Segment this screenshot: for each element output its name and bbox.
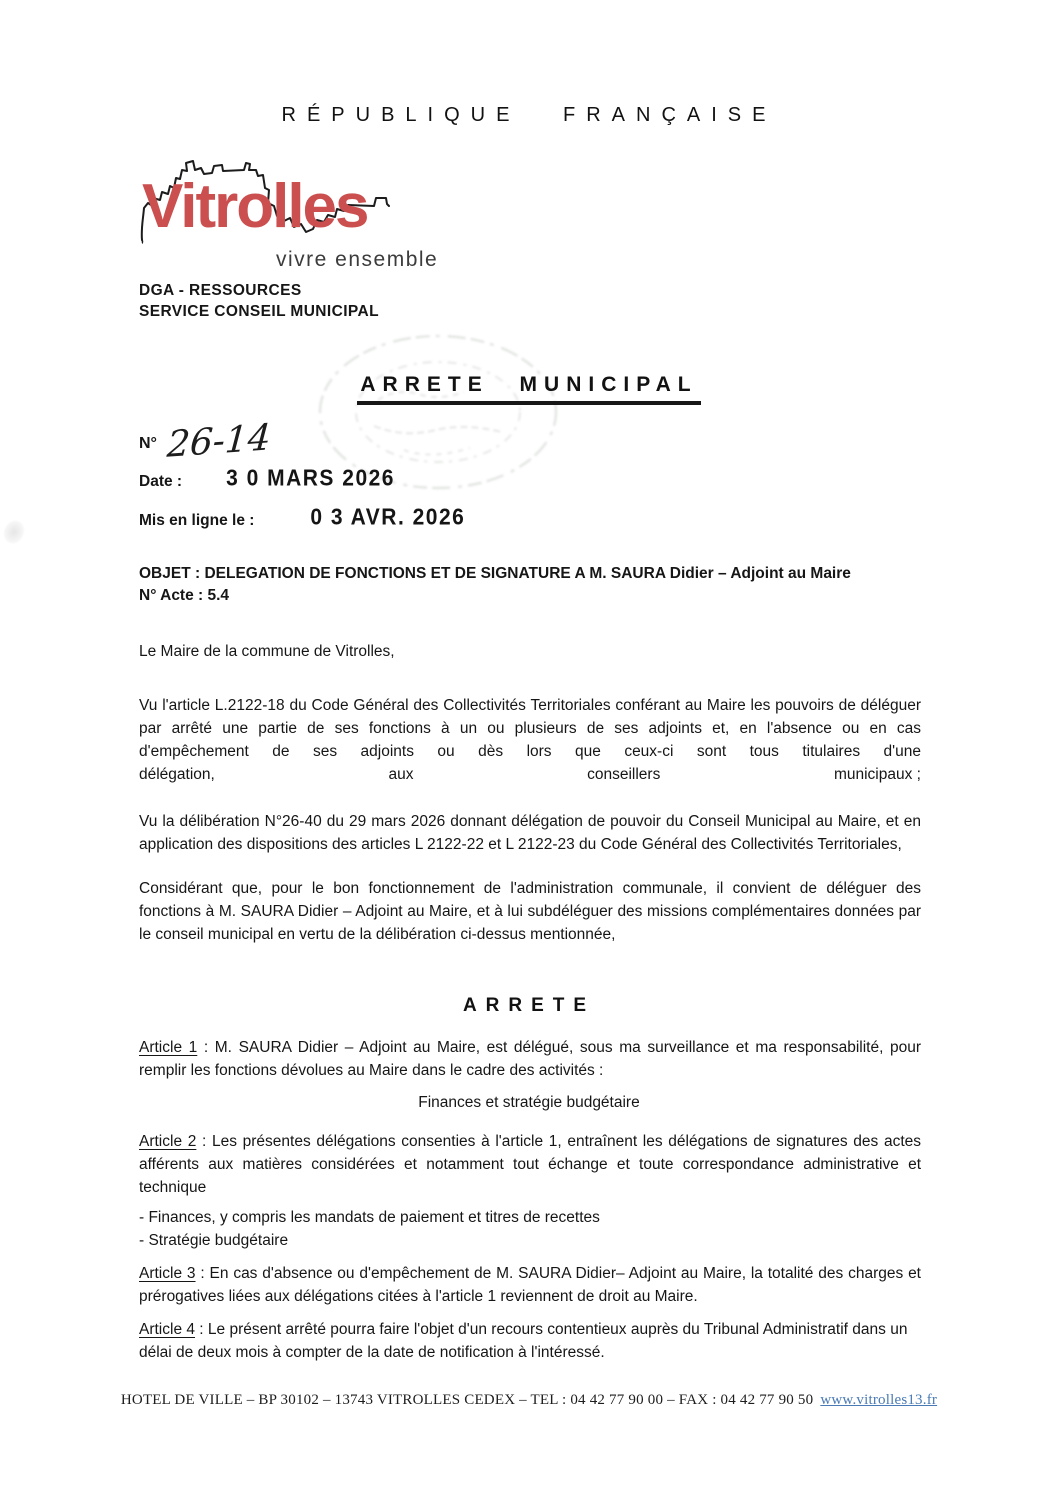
footer-website-link[interactable]: www.vitrolles13.fr	[820, 1392, 938, 1408]
vu-article-paragraph	[139, 694, 921, 786]
republique-francaise-header: RÉPUBLIQUE FRANÇAISE	[281, 104, 777, 126]
vu1-word-3: conseillers	[587, 766, 661, 783]
objet-text: OBJET : DELEGATION DE FONCTIONS ET DE SIGNATURE A M. SAURA Didier – Adjoint au Maire	[139, 565, 851, 582]
article-3-label: Article 3	[139, 1265, 196, 1282]
service-label: SERVICE CONSEIL MUNICIPAL	[139, 303, 379, 320]
online-date-line	[139, 504, 466, 531]
objet-block	[139, 563, 921, 607]
date-stamp: 3 0 MARS 2026	[226, 465, 395, 491]
date-label: Date :	[139, 473, 183, 490]
article-2-label: Article 2	[139, 1133, 197, 1150]
article-4-text: : Le présent arrêté pourra faire l'objet d'un recours contentieux auprès du Tribunal Administratif dans un délai de deux mois à compter de la date de notification à l'intéressé.	[139, 1321, 908, 1361]
vu1-word-1: délégation,	[139, 766, 215, 783]
bullet-finances: - Finances, y compris les mandats de paiement et titres de recettes	[139, 1209, 600, 1226]
article-4-paragraph	[139, 1318, 921, 1364]
paper-smudge	[0, 517, 28, 547]
logo-tagline: vivre ensemble	[276, 248, 439, 271]
article-1-paragraph	[139, 1036, 921, 1082]
article-2-text: : Les présentes délégations consenties à l'article 1, entraînent les délégations de signatures des actes afférents aux matières considérées et notamment tout échange et toute correspondance administrative et technique	[139, 1133, 922, 1196]
article-4-label: Article 4	[139, 1321, 195, 1338]
logo-wordmark: Vitrolles	[142, 172, 368, 241]
vu1-word-4: municipaux ;	[833, 766, 921, 783]
numero-handwritten-value: 26-14	[165, 417, 273, 466]
footer-address-line	[0, 1392, 1058, 1409]
arrete-number-line	[139, 417, 273, 466]
date-line	[139, 465, 395, 492]
numero-label: N°	[139, 435, 157, 452]
article-2-paragraph	[139, 1130, 921, 1199]
article-3-text: : En cas d'absence ou d'empêchement de M. SAURA Didier– Adjoint au Maire, la totalité des charges et prérogatives liées aux délégations citées à l'article 1 reviennent de droit au Maire.	[139, 1265, 921, 1305]
vu1-last-line	[139, 763, 921, 786]
vu-deliberation-paragraph: Vu la délibération N°26-40 du 29 mars 2026 donnant délégation de pouvoir du Conseil Municipal au Maire, et en application des dispositions des articles L 2122-22 et L 2122-23 du Code Général des Collectivités Territoriales,	[139, 813, 921, 853]
vu1-word-2: aux	[388, 766, 414, 783]
title-row	[0, 373, 1058, 405]
online-label: Mis en ligne le :	[139, 512, 255, 529]
online-date-stamp: 0 3 AVR. 2026	[310, 504, 466, 530]
article-1-text: : M. SAURA Didier – Adjoint au Maire, est délégué, sous ma surveillance et ma responsabilité, pour remplir les fonctions dévolues au Maire dans le cadre des activités :	[139, 1039, 921, 1079]
footer-text: HOTEL DE VILLE – BP 30102 – 13743 VITROLLES CEDEX – TEL : 04 42 77 90 00 – FAX : 04 42 77 90 50	[120, 1392, 814, 1408]
acte-number: N° Acte : 5.4	[139, 587, 230, 604]
article-1-label: Article 1	[139, 1039, 198, 1056]
department-label: DGA - RESSOURCES	[139, 282, 302, 299]
vu1-main-text: Vu l'article L.2122-18 du Code Général des Collectivités Territoriales conférant au Maire les pouvoirs de déléguer par arrêté une partie de ses fonctions à un ou plusieurs de ses adjoints et, en l'absence ou en cas d'empêchement de ses adjoints ou dès lors que ceux-ci sont tous titulaires d'une	[139, 697, 921, 760]
intro-line: Le Maire de la commune de Vitrolles,	[139, 643, 395, 660]
bullet-strategie: - Stratégie budgétaire	[139, 1232, 289, 1249]
article-3-paragraph	[139, 1262, 921, 1308]
arrete-heading: ARRETE	[462, 995, 596, 1016]
document-title: ARRETE MUNICIPAL	[357, 373, 700, 405]
considerant-paragraph: Considérant que, pour le bon fonctionnement de l'administration communale, il convient de déléguer des fonctions à M. SAURA Didier – Adjoint au Maire, et à lui subdéléguer des missions complémentaires données par le conseil municipal en vertu de la délibération ci-dessus mentionnée,	[139, 880, 921, 943]
vitrolles-logo	[136, 146, 476, 286]
delegation-domain-line: Finances et stratégie budgétaire	[418, 1094, 640, 1111]
delegation-bullet-list	[139, 1206, 921, 1252]
